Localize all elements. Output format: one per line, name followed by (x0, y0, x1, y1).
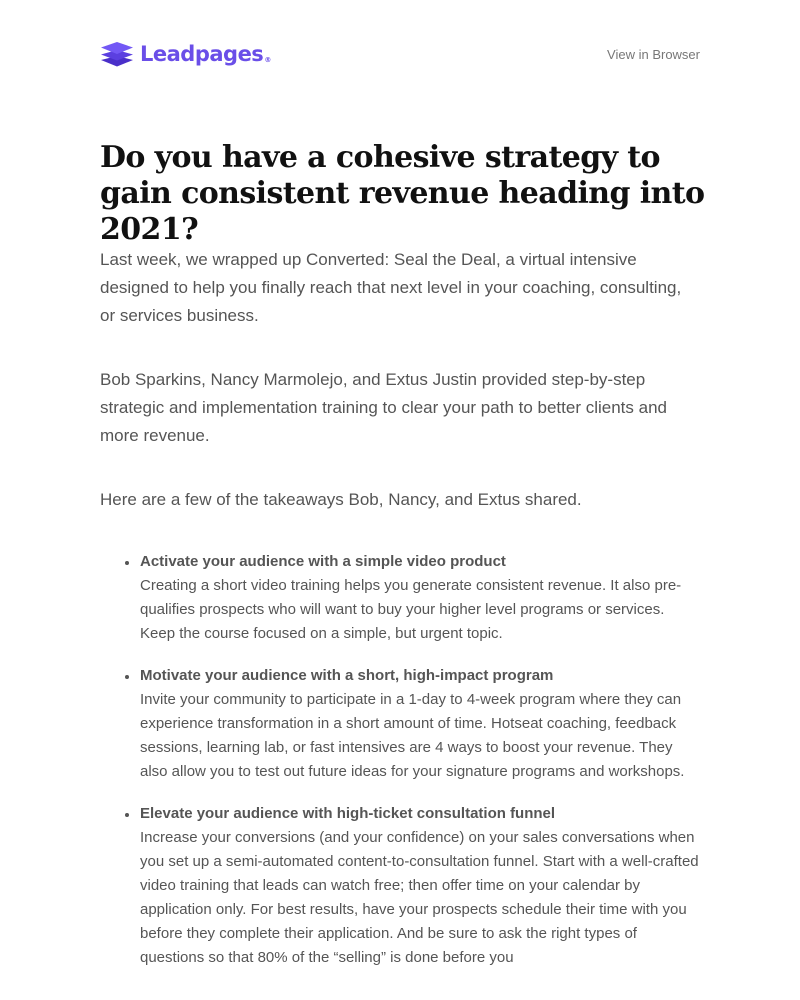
bullet-icon (125, 561, 129, 565)
takeaway-body: Creating a short video training helps you generate consistent revenue. It also pre-qualifies prospects who will want to buy your higher level programs or services. Keep the course focused on a simple, but urgent topic. (140, 577, 682, 642)
leadpages-logo[interactable] (100, 38, 271, 70)
layers-logo-icon (100, 41, 134, 67)
bullet-icon (125, 675, 129, 679)
email-header (100, 38, 700, 70)
takeaway-title: Elevate your audience with high-ticket consultation funnel (140, 805, 556, 822)
takeaway-title: Activate your audience with a simple video product (140, 553, 506, 570)
list-item (100, 802, 700, 970)
intro-paragraph: Last week, we wrapped up Converted: Seal the Deal, a virtual intensive designed to help you finally reach that next level in your coaching, consulting, or services business. (100, 250, 682, 325)
view-in-browser-link[interactable]: View in Browser (607, 47, 700, 62)
list-item (100, 550, 700, 646)
bullet-icon (125, 813, 129, 817)
takeaways-list (100, 550, 700, 988)
takeaway-title: Motivate your audience with a short, high-impact program (140, 667, 554, 684)
logo-wordmark (140, 38, 271, 70)
email-headline: Do you have a cohesive strategy to gain consistent revenue heading into 2021? (100, 140, 705, 247)
list-item (100, 664, 700, 784)
logo-wordmark-text: Leadpages (140, 42, 264, 66)
takeaway-body: Increase your conversions (and your confidence) on your sales conversations when you set up a semi-automated content-to-consultation funnel. Start with a well-crafted video training that leads can watch free; then offer time on your calendar by application only. For best results, have your prospects schedule their time with you before they complete their application. And be sure to ask the right types of questions so that 80% of the “selling” is done before you (140, 829, 699, 966)
speakers-paragraph: Bob Sparkins, Nancy Marmolejo, and Extus Justin provided step-by-step strategic and implementation training to clear your path to better clients and more revenue. (100, 370, 667, 445)
takeaways-intro-paragraph: Here are a few of the takeaways Bob, Nancy, and Extus shared. (100, 490, 582, 509)
registered-mark: ® (264, 56, 271, 64)
takeaway-body: Invite your community to participate in a 1-day to 4-week program where they can experience transformation in a short amount of time. Hotseat coaching, feedback sessions, learning lab, or fast intensives are 4 ways to boost your revenue. They also allow you to test out future ideas for your signature programs and workshops. (140, 691, 685, 780)
